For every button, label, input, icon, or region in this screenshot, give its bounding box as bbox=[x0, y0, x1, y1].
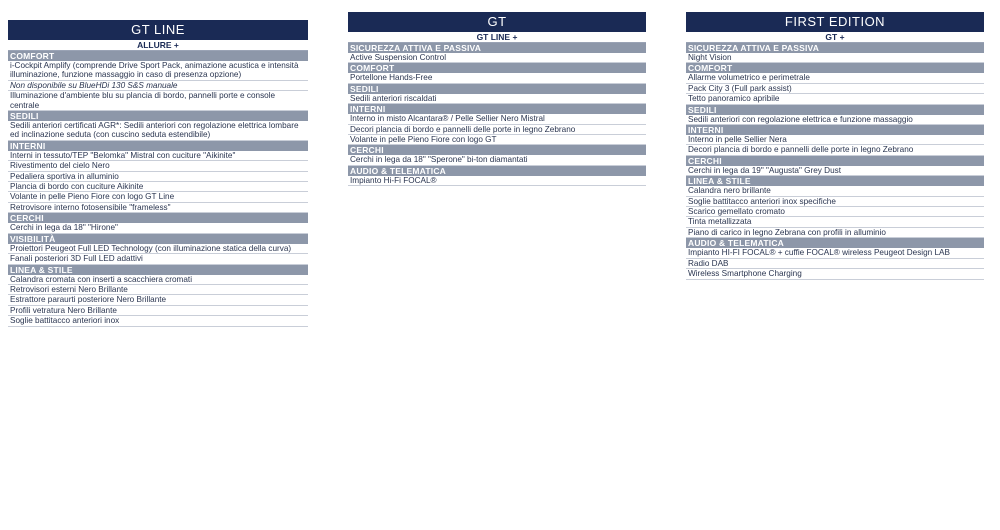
spec-item: Piano di carico in legno Zebrana con profili in alluminio bbox=[686, 228, 984, 238]
spec-item: Soglie battitacco anteriori inox specifiche bbox=[686, 197, 984, 207]
spec-item: Volante in pelle Pieno Fiore con logo GT Line bbox=[8, 192, 308, 202]
spec-item: Illuminazione d'ambiente blu su plancia di bordo, pannelli porte e console centrale bbox=[8, 91, 308, 111]
section-title: AUDIO & TELEMATICA bbox=[348, 166, 646, 176]
spec-item: Plancia di bordo con cuciture Aikinite bbox=[8, 182, 308, 192]
spec-item: Interno in misto Alcantara® / Pelle Sellier Nero Mistral bbox=[348, 114, 646, 124]
column-title: FIRST EDITION bbox=[686, 12, 984, 32]
spec-item: Volante in pelle Pieno Fiore con logo GT bbox=[348, 135, 646, 145]
spec-item: Profili vetratura Nero Brillante bbox=[8, 306, 308, 316]
column-gt-line bbox=[8, 20, 308, 327]
spec-item: Sedili anteriori con regolazione elettrica e funzione massaggio bbox=[686, 115, 984, 125]
spec-item: Interno in pelle Sellier Nera bbox=[686, 135, 984, 145]
spec-item: Calandra cromata con inserti a scacchiera cromati bbox=[8, 275, 308, 285]
spec-item: Impianto Hi-Fi FOCAL® bbox=[348, 176, 646, 186]
spec-item: Scarico gemellato cromato bbox=[686, 207, 984, 217]
spec-item: Calandra nero brillante bbox=[686, 186, 984, 196]
spec-item: Non disponibile su BlueHDi 130 S&S manuale bbox=[8, 81, 308, 91]
spec-item: i-Cockpit Amplify (comprende Drive Sport Pack, animazione acustica e intensità illuminazione, funzione massaggio in caso di presenza opzione) bbox=[8, 61, 308, 81]
spec-section bbox=[348, 43, 646, 63]
spec-section bbox=[686, 43, 984, 63]
spec-section bbox=[8, 51, 308, 111]
spec-item: Retrovisori esterni Nero Brillante bbox=[8, 285, 308, 295]
section-title: INTERNI bbox=[686, 125, 984, 135]
spec-item: Sedili anteriori riscaldati bbox=[348, 94, 646, 104]
spec-section bbox=[8, 213, 308, 233]
section-title: SICUREZZA ATTIVA E PASSIVA bbox=[348, 43, 646, 53]
spec-item: Fanali posteriori 3D Full LED adattivi bbox=[8, 254, 308, 264]
spec-item: Tinta metallizzata bbox=[686, 217, 984, 227]
spec-item: Active Suspension Control bbox=[348, 53, 646, 63]
section-title: SEDILI bbox=[348, 84, 646, 94]
spec-item: Wireless Smartphone Charging bbox=[686, 269, 984, 279]
spec-section bbox=[348, 166, 646, 186]
spec-item: Cerchi in lega da 18" "Hirone" bbox=[8, 223, 308, 233]
column-subtitle: ALLURE + bbox=[8, 40, 308, 51]
spec-item: Allarme volumetrico e perimetrale bbox=[686, 73, 984, 83]
section-title: INTERNI bbox=[8, 141, 308, 151]
spec-item: Soglie battitacco anteriori inox bbox=[8, 316, 308, 326]
spec-item: Pack City 3 (Full park assist) bbox=[686, 84, 984, 94]
section-title: COMFORT bbox=[686, 63, 984, 73]
spec-section bbox=[348, 145, 646, 165]
spec-section bbox=[348, 63, 646, 83]
spec-section bbox=[8, 265, 308, 327]
spec-item: Cerchi in lega da 18" "Sperone" bi-ton diamantati bbox=[348, 155, 646, 165]
column-subtitle: GT LINE + bbox=[348, 32, 646, 43]
section-title: CERCHI bbox=[8, 213, 308, 223]
spec-section bbox=[686, 238, 984, 279]
spec-item: Sedili anteriori certificati AGR*: Sedili anteriori con regolazione elettrica lombare ed inclinazione seduta (con cuscino seduta estendibile) bbox=[8, 121, 308, 141]
spec-item: Pedaliera sportiva in alluminio bbox=[8, 172, 308, 182]
spec-section bbox=[686, 176, 984, 238]
section-title: LINEA & STILE bbox=[8, 265, 308, 275]
column-gt bbox=[348, 12, 646, 186]
spec-item: Cerchi in lega da 19" "Augusta" Grey Dust bbox=[686, 166, 984, 176]
spec-section bbox=[8, 234, 308, 265]
spec-item: Decori plancia di bordo e pannelli delle porte in legno Zebrano bbox=[686, 145, 984, 155]
section-title: AUDIO & TELEMATICA bbox=[686, 238, 984, 248]
column-subtitle: GT + bbox=[686, 32, 984, 43]
spec-item: Retrovisore interno fotosensibile "frameless" bbox=[8, 203, 308, 213]
section-title: LINEA & STILE bbox=[686, 176, 984, 186]
spec-section bbox=[348, 84, 646, 104]
section-title: SEDILI bbox=[8, 111, 308, 121]
section-title: VISIBILITÀ bbox=[8, 234, 308, 244]
spec-item: Night Vision bbox=[686, 53, 984, 63]
spec-section bbox=[686, 156, 984, 176]
spec-section bbox=[8, 111, 308, 141]
section-title: CERCHI bbox=[348, 145, 646, 155]
section-title: COMFORT bbox=[348, 63, 646, 73]
spec-item: Impianto HI-FI FOCAL® + cuffie FOCAL® wireless Peugeot Design LAB bbox=[686, 248, 984, 258]
column-first-edition bbox=[686, 12, 984, 280]
spec-section bbox=[686, 63, 984, 104]
spec-item: Portellone Hands-Free bbox=[348, 73, 646, 83]
spec-item: Tetto panoramico apribile bbox=[686, 94, 984, 104]
section-title: SEDILI bbox=[686, 105, 984, 115]
spec-item: Estrattore paraurti posteriore Nero Brillante bbox=[8, 295, 308, 305]
section-title: COMFORT bbox=[8, 51, 308, 61]
spec-item: Radio DAB bbox=[686, 259, 984, 269]
column-title: GT LINE bbox=[8, 20, 308, 40]
section-title: CERCHI bbox=[686, 156, 984, 166]
spec-section bbox=[8, 141, 308, 213]
spec-section bbox=[686, 105, 984, 125]
section-title: INTERNI bbox=[348, 104, 646, 114]
spec-section bbox=[686, 125, 984, 156]
spec-item: Interni in tessuto/TEP "Belomka" Mistral con cuciture "Aikinite" bbox=[8, 151, 308, 161]
spec-item: Rivestimento del cielo Nero bbox=[8, 161, 308, 171]
section-title: SICUREZZA ATTIVA E PASSIVA bbox=[686, 43, 984, 53]
spec-section bbox=[348, 104, 646, 145]
column-title: GT bbox=[348, 12, 646, 32]
spec-item: Proiettori Peugeot Full LED Technology (con illuminazione statica della curva) bbox=[8, 244, 308, 254]
spec-item: Decori plancia di bordo e pannelli delle porte in legno Zebrano bbox=[348, 125, 646, 135]
